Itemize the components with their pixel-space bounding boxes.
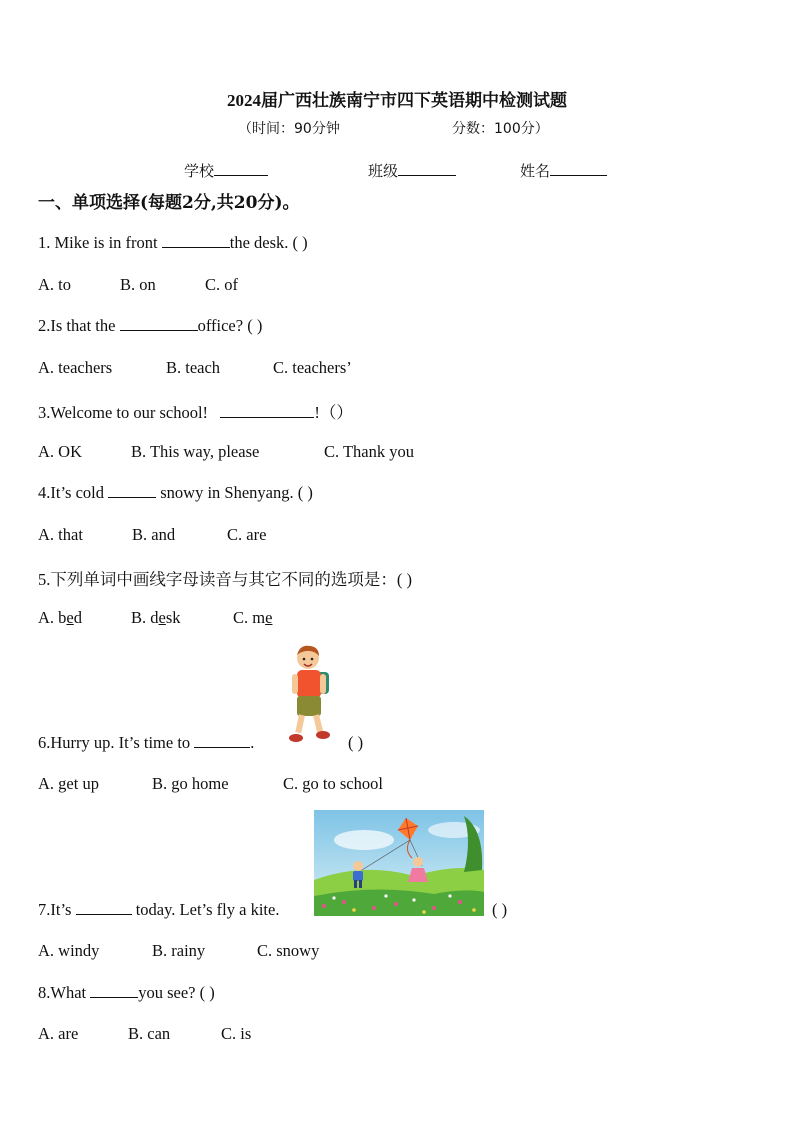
- question-text: 1. Mike is in front: [38, 233, 162, 252]
- question-text: !（）: [314, 403, 353, 422]
- answer-blank[interactable]: [162, 233, 230, 248]
- question-text: today. Let’s fly a kite.: [131, 900, 280, 919]
- question-text: 6.Hurry up. It’s time to: [38, 733, 195, 752]
- option-c[interactable]: C. snowy: [257, 941, 320, 960]
- question-2: [38, 316, 262, 336]
- question-text: office? ( ): [197, 316, 263, 335]
- class-field: [368, 160, 456, 181]
- question-text: 3.Welcome to our school!: [38, 403, 221, 422]
- question-text: snowy in Shenyang. ( ): [156, 483, 313, 502]
- underlined-letter: e: [265, 608, 273, 627]
- underlined-letter: e: [158, 608, 166, 627]
- option-b[interactable]: B. rainy: [152, 941, 206, 960]
- answer-blank[interactable]: [76, 900, 132, 915]
- option-a[interactable]: A. get up: [38, 774, 99, 793]
- option-text: sk: [165, 608, 181, 627]
- option-a[interactable]: A. teachers: [38, 358, 113, 377]
- option-b[interactable]: [131, 608, 181, 628]
- option-text: C. m: [233, 608, 266, 627]
- option-b[interactable]: B. teach: [166, 358, 221, 377]
- option-a[interactable]: A. that: [38, 525, 83, 544]
- question-8: [38, 983, 215, 1003]
- option-b[interactable]: B. This way, please: [131, 442, 260, 461]
- exam-score: 分数：100分）: [452, 121, 549, 137]
- answer-blank[interactable]: [120, 316, 198, 331]
- option-b[interactable]: B. can: [128, 1024, 171, 1043]
- boy: [353, 861, 363, 871]
- question-text: .: [250, 733, 255, 752]
- answer-blank[interactable]: [108, 483, 156, 498]
- answer-blank[interactable]: [220, 403, 314, 418]
- name-field: [520, 160, 607, 181]
- option-a[interactable]: [38, 608, 82, 628]
- exam-time: （时间：90分钟: [238, 121, 340, 137]
- option-text: B. d: [131, 608, 159, 627]
- option-b[interactable]: B. go home: [152, 774, 229, 793]
- option-c[interactable]: C. are: [227, 525, 267, 544]
- question-text: 4.It’s cold: [38, 483, 109, 502]
- option-c[interactable]: [233, 608, 272, 628]
- option-c[interactable]: C. teachers’: [273, 358, 352, 377]
- school-field: [184, 160, 268, 181]
- question-4: [38, 483, 313, 503]
- question-text: you see? ( ): [138, 983, 215, 1002]
- answer-blank[interactable]: [90, 983, 138, 998]
- option-c[interactable]: C. of: [205, 275, 238, 294]
- underlined-letter: e: [66, 608, 74, 627]
- kite-flying-illustration: [314, 810, 484, 916]
- option-b[interactable]: B. on: [120, 275, 156, 294]
- class-label: 班级: [368, 162, 399, 180]
- option-c[interactable]: C. is: [221, 1024, 252, 1043]
- class-blank[interactable]: [398, 160, 456, 176]
- question-6: [38, 733, 254, 753]
- answer-blank[interactable]: [194, 733, 250, 748]
- question-text: the desk. ( ): [229, 233, 308, 252]
- question-text: 8.What: [38, 983, 91, 1002]
- school-label: 学校: [184, 162, 215, 180]
- question-5: 5.下列单词中画线字母读音与其它不同的选项是：( ): [38, 570, 412, 589]
- question-7: [38, 900, 279, 920]
- option-a[interactable]: A. are: [38, 1024, 79, 1043]
- question-1: [38, 233, 308, 253]
- shirt: [297, 670, 321, 698]
- answer-paren[interactable]: ( ): [492, 900, 508, 919]
- section-heading: 一、单项选择(每题2分,共20分)。: [38, 193, 300, 213]
- name-label: 姓名: [520, 162, 551, 180]
- option-a[interactable]: A. to: [38, 275, 71, 294]
- question-text: 2.Is that the: [38, 316, 120, 335]
- boy-walking-illustration: [286, 642, 336, 746]
- shorts: [297, 696, 321, 716]
- option-text: A. b: [38, 608, 67, 627]
- name-blank[interactable]: [550, 160, 607, 176]
- option-a[interactable]: A. windy: [38, 941, 100, 960]
- school-blank[interactable]: [214, 160, 268, 176]
- option-a[interactable]: A. OK: [38, 442, 82, 461]
- question-3: [38, 399, 353, 423]
- option-c[interactable]: C. go to school: [283, 774, 383, 793]
- option-b[interactable]: B. and: [132, 525, 176, 544]
- page-title: 2024届广西壮族南宁市四下英语期中检测试题: [227, 91, 567, 110]
- option-text: d: [73, 608, 82, 627]
- question-text: 7.It’s: [38, 900, 76, 919]
- answer-paren[interactable]: ( ): [348, 733, 364, 752]
- girl: [413, 857, 423, 867]
- option-c[interactable]: C. Thank you: [324, 442, 414, 461]
